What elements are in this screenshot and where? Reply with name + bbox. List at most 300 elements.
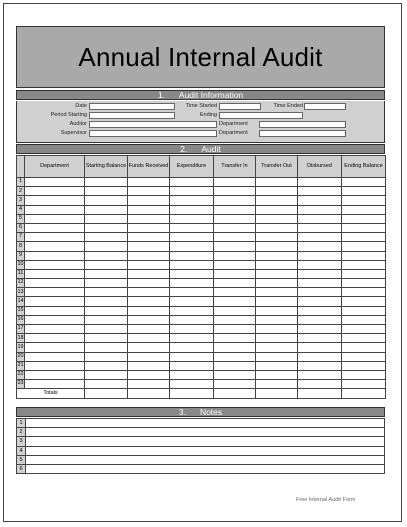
total-starting-balance[interactable] (85, 389, 128, 398)
notes-line[interactable] (26, 455, 385, 464)
cell-expenditure[interactable] (170, 260, 214, 269)
row-number: 6 (17, 223, 25, 232)
row-number: 5 (17, 214, 25, 223)
row-number: 12 (17, 279, 25, 288)
cell-transfer-out[interactable] (256, 361, 298, 370)
row-number: 22 (17, 370, 25, 379)
cell-funds-received[interactable] (128, 260, 170, 269)
cell-ending-balance[interactable] (342, 325, 386, 334)
cell-transfer-out[interactable] (256, 334, 298, 343)
cell-transfer-in[interactable] (214, 380, 256, 389)
cell-department[interactable] (25, 242, 85, 251)
cell-expenditure[interactable] (170, 352, 214, 361)
cell-ending-balance[interactable] (342, 196, 386, 205)
audit-row (17, 306, 386, 315)
row-number: 2 (17, 187, 25, 196)
cell-expenditure[interactable] (170, 361, 214, 370)
cell-funds-received[interactable] (128, 306, 170, 315)
cell-disbursed[interactable] (298, 251, 342, 260)
cell-transfer-out[interactable] (256, 279, 298, 288)
cell-department[interactable] (25, 269, 85, 278)
notes-row-number: 3 (17, 437, 26, 446)
total-funds-received[interactable] (128, 389, 170, 398)
cell-ending-balance[interactable] (342, 279, 386, 288)
row-number: 23 (17, 380, 25, 389)
cell-transfer-in[interactable] (214, 343, 256, 352)
cell-funds-received[interactable] (128, 251, 170, 260)
auditor-field[interactable] (89, 121, 217, 128)
cell-department[interactable] (25, 205, 85, 214)
cell-starting-balance[interactable] (85, 205, 128, 214)
cell-department[interactable] (25, 233, 85, 242)
section-label: Notes (199, 407, 223, 417)
row-number: 11 (17, 269, 25, 278)
notes-row-number: 2 (17, 428, 26, 437)
cell-ending-balance[interactable] (342, 297, 386, 306)
notes-line[interactable] (26, 437, 385, 446)
period-starting-label: Period Starting (50, 112, 87, 118)
row-number: 13 (17, 288, 25, 297)
cell-transfer-out[interactable] (256, 306, 298, 315)
cell-ending-balance[interactable] (342, 260, 386, 269)
cell-starting-balance[interactable] (85, 187, 128, 196)
section-label: Audit (201, 144, 221, 154)
cell-ending-balance[interactable] (342, 361, 386, 370)
cell-starting-balance[interactable] (85, 325, 128, 334)
cell-transfer-in[interactable] (214, 279, 256, 288)
audit-row (17, 242, 386, 251)
audit-row (17, 251, 386, 260)
cell-disbursed[interactable] (298, 380, 342, 389)
column-header-ending-balance: Ending Balance (342, 156, 386, 178)
notes-row-number: 1 (17, 419, 26, 428)
audit-row (17, 325, 386, 334)
notes-row-number: 5 (17, 455, 26, 464)
cell-department[interactable] (25, 223, 85, 232)
cell-transfer-out[interactable] (256, 196, 298, 205)
cell-ending-balance[interactable] (342, 187, 386, 196)
cell-ending-balance[interactable] (342, 343, 386, 352)
department-label-2: Department (219, 130, 248, 136)
cell-starting-balance[interactable] (85, 380, 128, 389)
section-header-audit-information (16, 90, 385, 100)
cell-disbursed[interactable] (298, 315, 342, 324)
cell-ending-balance[interactable] (342, 306, 386, 315)
total-transfer-out[interactable] (256, 389, 298, 398)
section-number: 3. (178, 407, 186, 417)
notes-line[interactable] (26, 428, 385, 437)
cell-funds-received[interactable] (128, 196, 170, 205)
cell-ending-balance[interactable] (342, 205, 386, 214)
cell-transfer-in[interactable] (214, 205, 256, 214)
column-header-transfer-out: Transfer Out (256, 156, 298, 178)
cell-department[interactable] (25, 334, 85, 343)
cell-disbursed[interactable] (298, 370, 342, 379)
audit-row (17, 223, 386, 232)
cell-transfer-in[interactable] (214, 178, 256, 187)
ending-label: Ending (199, 112, 217, 118)
time-ended-label: Time Ended (273, 103, 303, 109)
cell-starting-balance[interactable] (85, 260, 128, 269)
cell-disbursed[interactable] (298, 343, 342, 352)
cell-funds-received[interactable] (128, 233, 170, 242)
cell-transfer-in[interactable] (214, 260, 256, 269)
cell-transfer-out[interactable] (256, 242, 298, 251)
cell-transfer-in[interactable] (214, 288, 256, 297)
row-number: 10 (17, 260, 25, 269)
cell-disbursed[interactable] (298, 205, 342, 214)
cell-disbursed[interactable] (298, 233, 342, 242)
cell-funds-received[interactable] (128, 269, 170, 278)
cell-department[interactable] (25, 178, 85, 187)
title-banner (16, 26, 385, 88)
cell-expenditure[interactable] (170, 251, 214, 260)
cell-expenditure[interactable] (170, 343, 214, 352)
cell-transfer-in[interactable] (214, 269, 256, 278)
cell-ending-balance[interactable] (342, 288, 386, 297)
cell-disbursed[interactable] (298, 306, 342, 315)
notes-line[interactable] (26, 446, 385, 455)
cell-department[interactable] (25, 251, 85, 260)
cell-disbursed[interactable] (298, 352, 342, 361)
cell-funds-received[interactable] (128, 380, 170, 389)
cell-starting-balance[interactable] (85, 306, 128, 315)
notes-line[interactable] (26, 419, 385, 428)
cell-expenditure[interactable] (170, 223, 214, 232)
cell-starting-balance[interactable] (85, 343, 128, 352)
cell-department[interactable] (25, 260, 85, 269)
cell-expenditure[interactable] (170, 214, 214, 223)
notes-row (17, 464, 385, 473)
date-field[interactable] (89, 103, 175, 110)
cell-transfer-out[interactable] (256, 223, 298, 232)
column-header-disbursed: Disbursed (298, 156, 342, 178)
cell-transfer-out[interactable] (256, 370, 298, 379)
cell-starting-balance[interactable] (85, 196, 128, 205)
notes-row-number: 6 (17, 464, 26, 473)
period-starting-field[interactable] (89, 112, 175, 119)
cell-transfer-out[interactable] (256, 343, 298, 352)
cell-transfer-out[interactable] (256, 269, 298, 278)
audit-row (17, 380, 386, 389)
section-header-notes (16, 407, 385, 417)
totals-row (17, 389, 386, 398)
cell-expenditure[interactable] (170, 315, 214, 324)
time-started-label: Time Started (185, 103, 217, 109)
cell-starting-balance[interactable] (85, 288, 128, 297)
notes-line[interactable] (26, 464, 385, 473)
cell-starting-balance[interactable] (85, 297, 128, 306)
cell-starting-balance[interactable] (85, 315, 128, 324)
cell-starting-balance[interactable] (85, 178, 128, 187)
cell-expenditure[interactable] (170, 279, 214, 288)
cell-disbursed[interactable] (298, 269, 342, 278)
section-header-audit (16, 144, 385, 154)
cell-transfer-in[interactable] (214, 242, 256, 251)
cell-expenditure[interactable] (170, 205, 214, 214)
cell-transfer-in[interactable] (214, 352, 256, 361)
cell-funds-received[interactable] (128, 297, 170, 306)
cell-starting-balance[interactable] (85, 279, 128, 288)
cell-ending-balance[interactable] (342, 315, 386, 324)
audit-row (17, 205, 386, 214)
cell-starting-balance[interactable] (85, 242, 128, 251)
cell-ending-balance[interactable] (342, 352, 386, 361)
notes-row-number: 4 (17, 446, 26, 455)
supervisor-label: Supervisor (60, 130, 87, 136)
cell-transfer-in[interactable] (214, 297, 256, 306)
row-number: 1 (17, 178, 25, 187)
cell-funds-received[interactable] (128, 242, 170, 251)
cell-disbursed[interactable] (298, 223, 342, 232)
audit-row (17, 269, 386, 278)
section-label: Audit Information (178, 90, 244, 100)
cell-transfer-in[interactable] (214, 306, 256, 315)
cell-transfer-out[interactable] (256, 187, 298, 196)
cell-funds-received[interactable] (128, 334, 170, 343)
cell-disbursed[interactable] (298, 325, 342, 334)
audit-row (17, 214, 386, 223)
cell-department[interactable] (25, 187, 85, 196)
cell-funds-received[interactable] (128, 325, 170, 334)
cell-transfer-out[interactable] (256, 297, 298, 306)
cell-disbursed[interactable] (298, 242, 342, 251)
row-number: 16 (17, 315, 25, 324)
cell-expenditure[interactable] (170, 288, 214, 297)
supervisor-field[interactable] (89, 130, 217, 137)
cell-funds-received[interactable] (128, 288, 170, 297)
cell-transfer-in[interactable] (214, 233, 256, 242)
column-header-funds-received: Funds Received (128, 156, 170, 178)
row-number: 14 (17, 297, 25, 306)
cell-disbursed[interactable] (298, 214, 342, 223)
cell-disbursed[interactable] (298, 334, 342, 343)
cell-expenditure[interactable] (170, 187, 214, 196)
cell-starting-balance[interactable] (85, 223, 128, 232)
notes-row (17, 428, 385, 437)
cell-department[interactable] (25, 196, 85, 205)
cell-transfer-out[interactable] (256, 260, 298, 269)
cell-funds-received[interactable] (128, 187, 170, 196)
cell-expenditure[interactable] (170, 370, 214, 379)
section-number: 1. (157, 90, 165, 100)
audit-row (17, 279, 386, 288)
cell-department[interactable] (25, 306, 85, 315)
cell-ending-balance[interactable] (342, 370, 386, 379)
cell-disbursed[interactable] (298, 187, 342, 196)
cell-expenditure[interactable] (170, 196, 214, 205)
cell-funds-received[interactable] (128, 361, 170, 370)
row-number: 8 (17, 242, 25, 251)
cell-transfer-in[interactable] (214, 361, 256, 370)
cell-ending-balance[interactable] (342, 178, 386, 187)
cell-transfer-in[interactable] (214, 325, 256, 334)
cell-starting-balance[interactable] (85, 361, 128, 370)
ending-field[interactable] (219, 112, 303, 119)
row-number: 4 (17, 205, 25, 214)
cell-department[interactable] (25, 279, 85, 288)
cell-transfer-out[interactable] (256, 380, 298, 389)
row-number: 9 (17, 251, 25, 260)
audit-row (17, 187, 386, 196)
cell-disbursed[interactable] (298, 297, 342, 306)
cell-funds-received[interactable] (128, 178, 170, 187)
cell-transfer-out[interactable] (256, 251, 298, 260)
cell-ending-balance[interactable] (342, 233, 386, 242)
cell-disbursed[interactable] (298, 196, 342, 205)
cell-transfer-in[interactable] (214, 196, 256, 205)
notes-row (17, 419, 385, 428)
row-number: 19 (17, 343, 25, 352)
cell-funds-received[interactable] (128, 279, 170, 288)
cell-funds-received[interactable] (128, 214, 170, 223)
audit-row (17, 233, 386, 242)
row-number: 18 (17, 334, 25, 343)
department-field-1[interactable] (259, 121, 346, 128)
cell-transfer-out[interactable] (256, 315, 298, 324)
cell-expenditure[interactable] (170, 242, 214, 251)
cell-transfer-out[interactable] (256, 325, 298, 334)
cell-department[interactable] (25, 214, 85, 223)
cell-disbursed[interactable] (298, 279, 342, 288)
cell-funds-received[interactable] (128, 352, 170, 361)
notes-row (17, 437, 385, 446)
cell-ending-balance[interactable] (342, 242, 386, 251)
cell-transfer-out[interactable] (256, 352, 298, 361)
cell-starting-balance[interactable] (85, 251, 128, 260)
audit-row (17, 315, 386, 324)
cell-ending-balance[interactable] (342, 214, 386, 223)
audit-row (17, 343, 386, 352)
form-title: Annual Internal Audit (78, 41, 323, 72)
department-field-2[interactable] (259, 130, 346, 137)
date-label: Date (75, 103, 87, 109)
cell-transfer-out[interactable] (256, 178, 298, 187)
row-number: 7 (17, 233, 25, 242)
total-ending-balance[interactable] (342, 389, 386, 398)
time-started-field[interactable] (219, 103, 261, 110)
cell-transfer-in[interactable] (214, 251, 256, 260)
audit-row (17, 370, 386, 379)
notes-table (16, 418, 385, 474)
cell-starting-balance[interactable] (85, 269, 128, 278)
row-number: 15 (17, 306, 25, 315)
column-header-transfer-in: Transfer In (214, 156, 256, 178)
cell-transfer-in[interactable] (214, 370, 256, 379)
cell-expenditure[interactable] (170, 334, 214, 343)
column-header-starting-balance: Starting Balance (85, 156, 128, 178)
row-number: 21 (17, 361, 25, 370)
audit-row (17, 297, 386, 306)
cell-transfer-in[interactable] (214, 223, 256, 232)
cell-department[interactable] (25, 361, 85, 370)
audit-row (17, 288, 386, 297)
cell-ending-balance[interactable] (342, 334, 386, 343)
cell-starting-balance[interactable] (85, 334, 128, 343)
cell-expenditure[interactable] (170, 233, 214, 242)
cell-transfer-out[interactable] (256, 233, 298, 242)
cell-department[interactable] (25, 343, 85, 352)
footer-text: Free Internal Audit Form (296, 497, 356, 503)
audit-table (16, 155, 386, 399)
cell-transfer-out[interactable] (256, 214, 298, 223)
total-disbursed[interactable] (298, 389, 342, 398)
cell-department[interactable] (25, 370, 85, 379)
cell-expenditure[interactable] (170, 380, 214, 389)
cell-starting-balance[interactable] (85, 370, 128, 379)
cell-funds-received[interactable] (128, 205, 170, 214)
cell-transfer-out[interactable] (256, 288, 298, 297)
cell-expenditure[interactable] (170, 325, 214, 334)
cell-department[interactable] (25, 325, 85, 334)
cell-expenditure[interactable] (170, 178, 214, 187)
cell-department[interactable] (25, 315, 85, 324)
auditor-label: Auditor (69, 121, 87, 127)
cell-funds-received[interactable] (128, 315, 170, 324)
cell-starting-balance[interactable] (85, 352, 128, 361)
cell-funds-received[interactable] (128, 223, 170, 232)
audit-row (17, 260, 386, 269)
time-ended-field[interactable] (304, 103, 346, 110)
cell-department[interactable] (25, 297, 85, 306)
cell-ending-balance[interactable] (342, 223, 386, 232)
cell-disbursed[interactable] (298, 361, 342, 370)
cell-transfer-in[interactable] (214, 334, 256, 343)
form-page (3, 3, 402, 522)
notes-row (17, 455, 385, 464)
cell-disbursed[interactable] (298, 288, 342, 297)
total-transfer-in[interactable] (214, 389, 256, 398)
row-number-header (17, 156, 25, 178)
cell-expenditure[interactable] (170, 269, 214, 278)
cell-department[interactable] (25, 352, 85, 361)
cell-ending-balance[interactable] (342, 251, 386, 260)
row-number: 20 (17, 352, 25, 361)
cell-funds-received[interactable] (128, 370, 170, 379)
audit-row (17, 361, 386, 370)
cell-transfer-in[interactable] (214, 214, 256, 223)
cell-starting-balance[interactable] (85, 233, 128, 242)
audit-row (17, 196, 386, 205)
totals-label: Totals (17, 389, 85, 398)
cell-disbursed[interactable] (298, 178, 342, 187)
cell-department[interactable] (25, 380, 85, 389)
cell-department[interactable] (25, 288, 85, 297)
total-expenditure[interactable] (170, 389, 214, 398)
cell-expenditure[interactable] (170, 306, 214, 315)
audit-header-row (17, 156, 386, 178)
cell-expenditure[interactable] (170, 297, 214, 306)
notes-row (17, 446, 385, 455)
column-header-department: Department (25, 156, 85, 178)
audit-row (17, 334, 386, 343)
row-number: 3 (17, 196, 25, 205)
section-number: 2. (180, 144, 188, 154)
department-label-1: Department (219, 121, 248, 127)
cell-ending-balance[interactable] (342, 380, 386, 389)
cell-funds-received[interactable] (128, 343, 170, 352)
audit-row (17, 352, 386, 361)
audit-information-panel (16, 101, 385, 143)
cell-transfer-out[interactable] (256, 205, 298, 214)
audit-row (17, 178, 386, 187)
cell-starting-balance[interactable] (85, 214, 128, 223)
row-number: 17 (17, 325, 25, 334)
cell-transfer-in[interactable] (214, 315, 256, 324)
cell-ending-balance[interactable] (342, 269, 386, 278)
cell-disbursed[interactable] (298, 260, 342, 269)
cell-transfer-in[interactable] (214, 187, 256, 196)
